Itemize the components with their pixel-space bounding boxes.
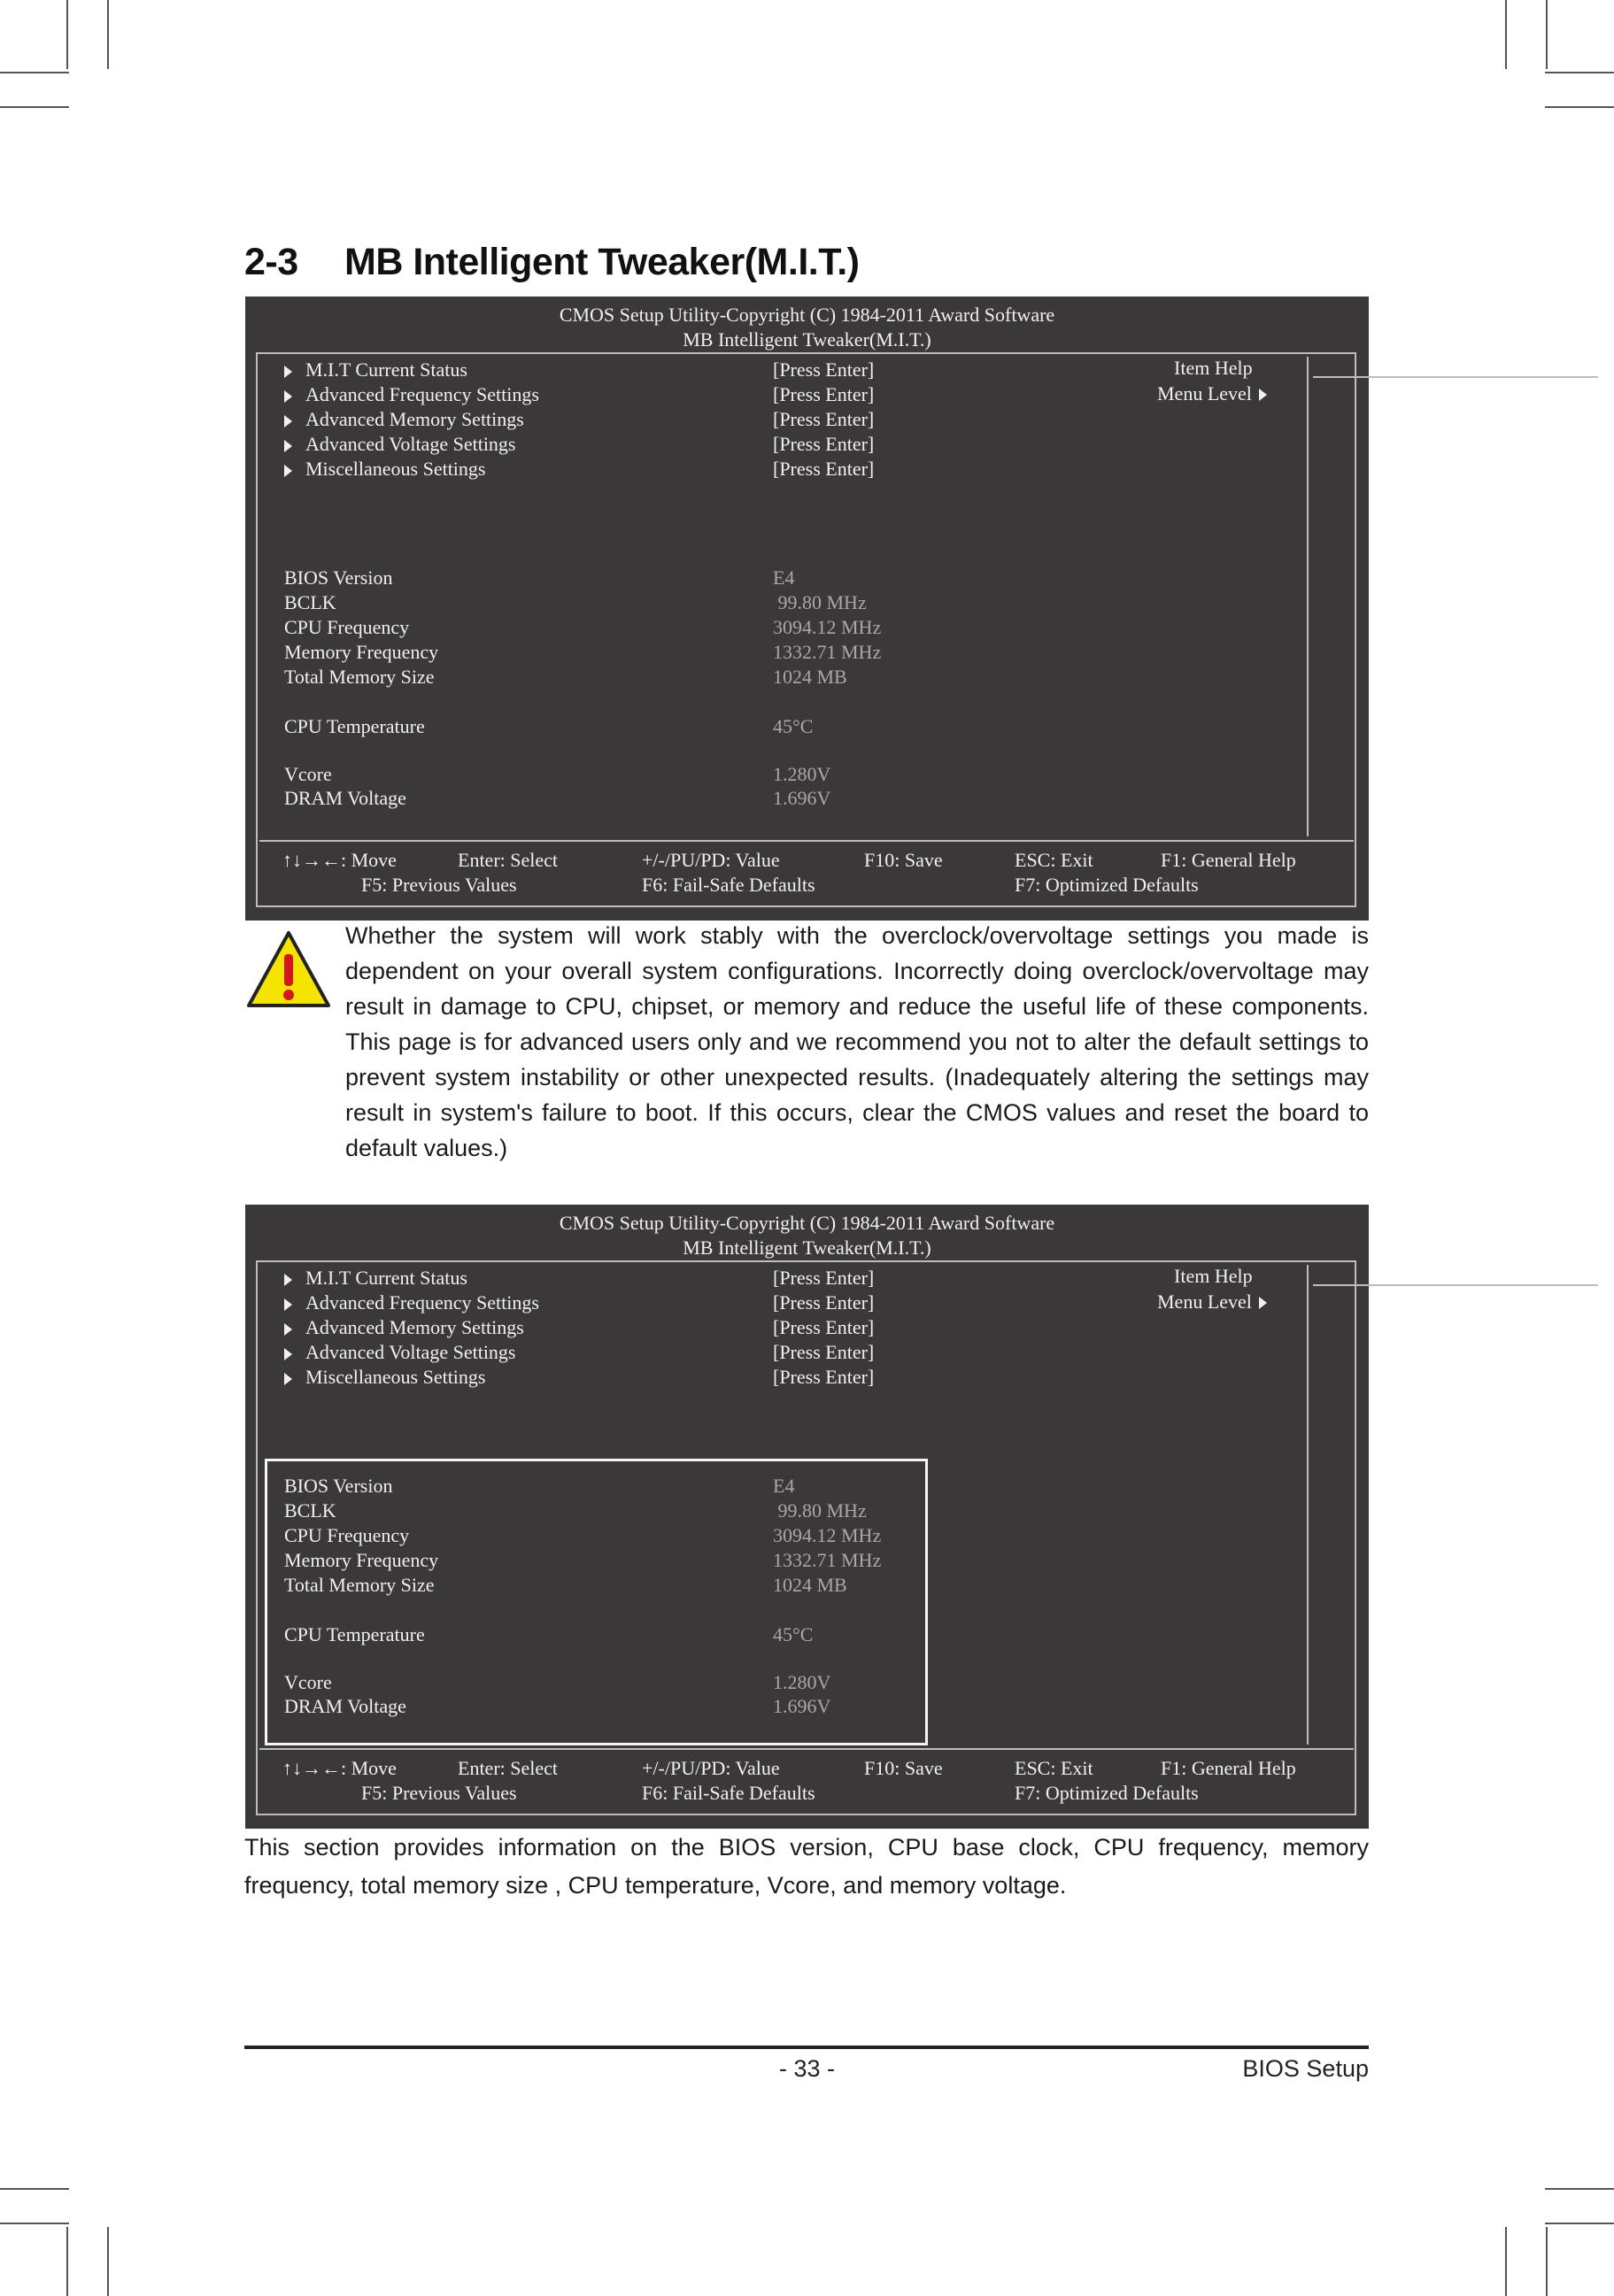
info-value: 3094.12 MHz [773,616,882,638]
key-exit: ESC: Exit [1015,1757,1093,1779]
info-value: 99.80 MHz [773,591,867,613]
menu-item-value: [Press Enter] [773,358,875,381]
crop-mark [1545,2188,1614,2190]
info-value: 1.696V [773,787,831,809]
info-label: BIOS Version [284,566,393,589]
key-value: +/-/PU/PD: Value [642,1757,780,1779]
footer-rule [244,2046,1369,2049]
crop-mark [1505,0,1507,69]
bios-footer-divider [259,840,1354,842]
info-value: 1332.71 MHz [773,641,882,663]
info-value: 45°C [773,715,814,737]
menu-item-label[interactable]: M.I.T Current Status [305,1266,467,1289]
info-value: 1.280V [773,1671,831,1693]
item-help-title: Item Help [1174,357,1253,379]
key-exit: ESC: Exit [1015,849,1093,871]
menu-item-label[interactable]: Advanced Memory Settings [305,407,524,430]
info-label: Total Memory Size [284,666,435,688]
key-failsafe: F6: Fail-Safe Defaults [642,874,815,896]
info-label: Vcore [284,1671,332,1693]
key-value: +/-/PU/PD: Value [642,849,780,871]
bios-header-title: CMOS Setup Utility-Copyright (C) 1984-2011 Award Software [559,1212,1055,1234]
menu-item-value: [Press Enter] [773,407,875,430]
submenu-arrow-icon [284,1348,292,1360]
key-optimized: F7: Optimized Defaults [1015,1782,1199,1804]
crop-mark [1545,72,1614,73]
key-move: ↑↓→←: Move [282,1757,397,1779]
bios-screen-2 [245,1205,1369,1829]
crop-mark [1546,0,1548,69]
key-help: F1: General Help [1161,1757,1296,1779]
submenu-arrow-icon [284,366,292,378]
menu-item-label[interactable]: Advanced Frequency Settings [305,1291,539,1314]
submenu-arrow-icon [284,390,292,403]
submenu-arrow-icon [284,415,292,428]
bios-header-title: CMOS Setup Utility-Copyright (C) 1984-2011 Award Software [559,304,1055,326]
info-value: 99.80 MHz [773,1499,867,1522]
info-value: 1024 MB [773,666,847,688]
submenu-arrow-icon [284,1373,292,1385]
bios-header-subtitle: MB Intelligent Tweaker(M.I.T.) [683,1237,931,1259]
crop-mark [0,2188,69,2190]
menu-item-value: [Press Enter] [773,1291,875,1314]
crop-mark [107,2227,109,2296]
menu-item-value: [Press Enter] [773,1266,875,1289]
info-value: E4 [773,1475,795,1497]
info-label: CPU Frequency [284,1524,410,1546]
crop-mark [1546,2227,1548,2296]
info-value: E4 [773,566,795,589]
warning-text: Whether the system will work stably with the overclock/overvoltage settings you made is dependent on your overall system configurations. Incorrectly doing overclock/overvoltage may result in damage to CPU, chipset, or memory and reduce the useful life of these components. This page is for advanced users only and we recommend you not to alter the default settings to prevent system instability or other unexpected results. (Inadequately altering the settings may result in system's failure to boot. If this occurs, clear the CMOS values and reset the board to default values.) [345,922,1369,1161]
info-label: CPU Temperature [284,715,425,737]
submenu-arrow-icon [284,1274,292,1286]
info-value: 45°C [773,1623,814,1645]
info-value: 1024 MB [773,1574,847,1596]
info-label: DRAM Voltage [284,787,406,809]
menu-level-arrow-icon [1259,389,1267,401]
info-label: BCLK [284,1499,336,1522]
bios-help-divider [1307,1265,1309,1745]
key-move: ↑↓→←: Move [282,849,397,871]
footer-label: BIOS Setup [1242,2055,1369,2082]
section-title: MB Intelligent Tweaker(M.I.T.) [344,241,860,283]
crop-mark [1505,2227,1507,2296]
section-number: 2-3 [244,241,298,283]
submenu-arrow-icon [284,440,292,452]
menu-item-label[interactable]: Advanced Memory Settings [305,1315,524,1338]
menu-item-value: [Press Enter] [773,433,875,455]
menu-item-label[interactable]: Miscellaneous Settings [305,1366,486,1389]
crop-mark [66,2227,68,2296]
bios-help-divider [1307,357,1309,836]
section-description: This section provides information on the BIOS version, CPU base clock, CPU frequency, memory frequency, total memory size , CPU temperature, Vcore, and memory voltage. [244,1834,1369,1899]
menu-item-value: [Press Enter] [773,1366,875,1389]
key-optimized: F7: Optimized Defaults [1015,874,1199,896]
info-value: 1332.71 MHz [773,1549,882,1571]
menu-level-label: Menu Level [1157,1291,1252,1313]
menu-item-value: [Press Enter] [773,458,875,481]
info-value: 3094.12 MHz [773,1524,882,1546]
item-help-rule [1313,1284,1598,1286]
key-previous: F5: Previous Values [361,874,517,896]
menu-level-label: Menu Level [1157,382,1252,404]
info-label: BIOS Version [284,1475,393,1497]
info-label: CPU Temperature [284,1623,425,1645]
menu-item-label[interactable]: Advanced Voltage Settings [305,433,516,455]
crop-mark [1545,106,1614,108]
menu-item-label[interactable]: Advanced Frequency Settings [305,382,539,405]
key-previous: F5: Previous Values [361,1782,517,1804]
info-label: Memory Frequency [284,641,439,663]
info-label: Vcore [284,763,332,785]
info-label: CPU Frequency [284,616,410,638]
info-label: Memory Frequency [284,1549,439,1571]
menu-item-label[interactable]: M.I.T Current Status [305,358,467,381]
section-heading [244,241,859,284]
crop-mark [0,2223,69,2224]
key-select: Enter: Select [458,849,559,871]
info-label: BCLK [284,591,336,613]
item-help-rule [1313,376,1598,378]
crop-mark [107,0,109,69]
submenu-arrow-icon [284,465,292,477]
menu-level-arrow-icon [1259,1297,1267,1309]
bios-header-subtitle: MB Intelligent Tweaker(M.I.T.) [683,328,931,351]
key-select: Enter: Select [458,1757,559,1779]
menu-item-label[interactable]: Miscellaneous Settings [305,458,486,481]
menu-item-value: [Press Enter] [773,1315,875,1338]
submenu-arrow-icon [284,1298,292,1311]
info-value: 1.696V [773,1695,831,1717]
crop-mark [0,106,69,108]
key-save: F10: Save [864,849,943,871]
info-value: 1.280V [773,763,831,785]
warning-icon [246,929,331,1009]
crop-mark [1545,2223,1614,2224]
key-save: F10: Save [864,1757,943,1779]
menu-item-value: [Press Enter] [773,1341,875,1363]
bios-screen-1 [245,297,1369,921]
submenu-arrow-icon [284,1323,292,1336]
info-label: Total Memory Size [284,1574,435,1596]
info-label: DRAM Voltage [284,1695,406,1717]
item-help-title: Item Help [1174,1265,1253,1287]
menu-item-value: [Press Enter] [773,382,875,405]
bios-footer-divider [259,1748,1354,1750]
menu-item-label[interactable]: Advanced Voltage Settings [305,1341,516,1363]
page-number: - 33 - [779,2055,836,2082]
key-failsafe: F6: Fail-Safe Defaults [642,1782,815,1804]
crop-mark [0,72,69,73]
crop-mark [66,0,68,69]
key-help: F1: General Help [1161,849,1296,871]
